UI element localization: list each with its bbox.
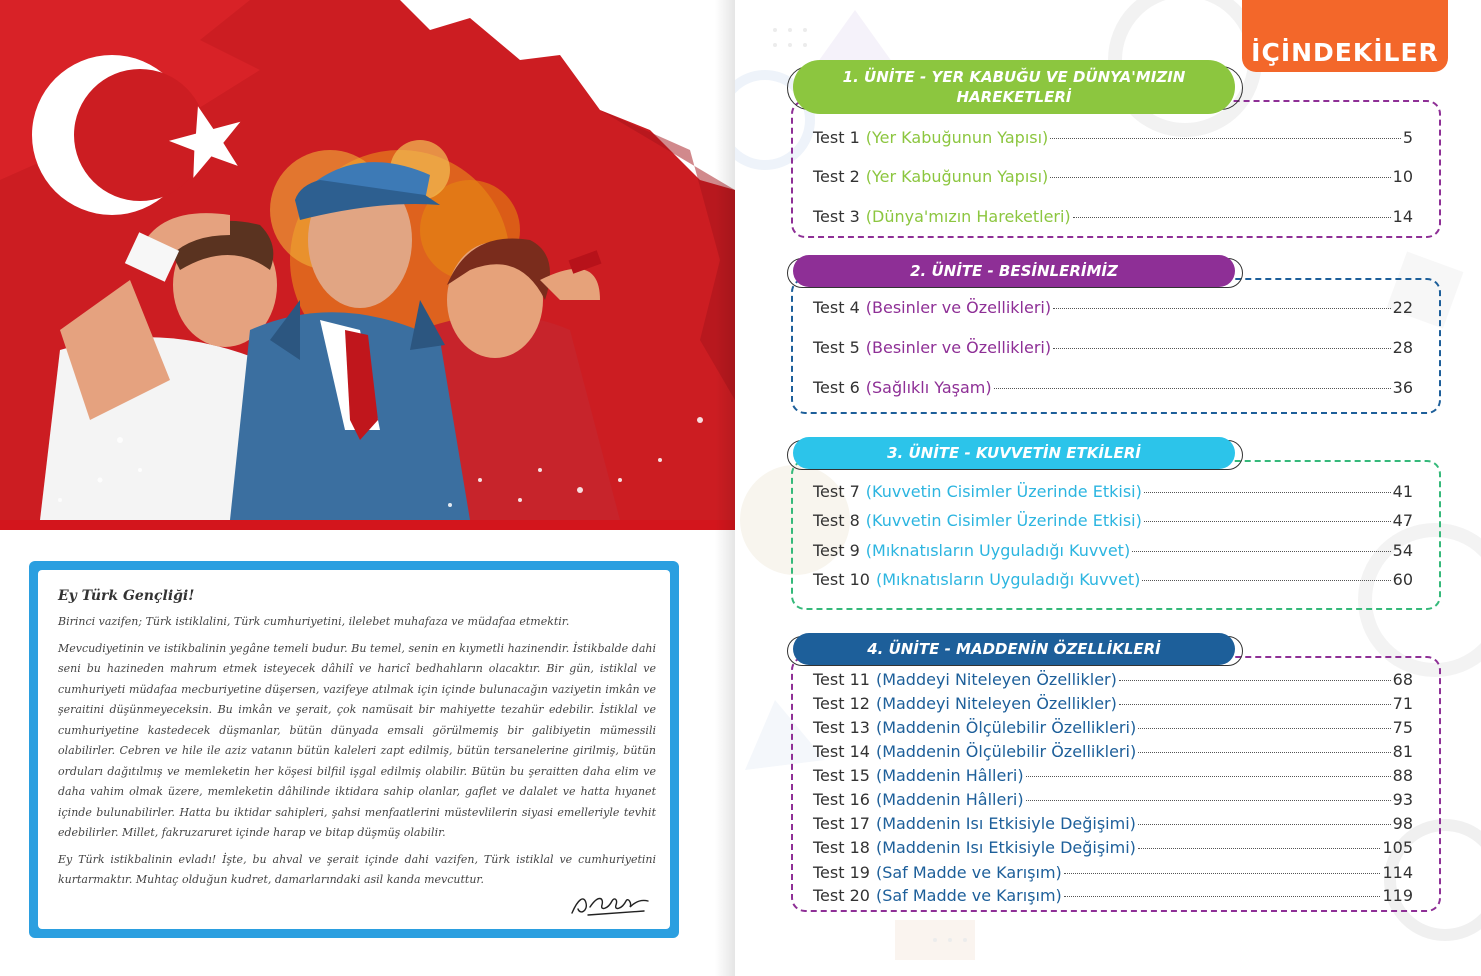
unit-3-banner [793,437,1235,469]
toc-entry[interactable]: Test 1 (Yer Kabuğunun Yapısı) 5 [813,128,1413,147]
speech-paragraph: Birinci vazifen; Türk istiklalini, Türk cumhuriyetini, ilelebet muhafaza ve müdafaa etmektir. [58,615,570,628]
toc-entry[interactable]: Test 12 (Maddeyi Niteleyen Özellikler) 71 [813,694,1413,713]
toc-entry[interactable]: Test 20 (Saf Madde ve Karışım) 119 [813,886,1413,905]
toc-entry[interactable]: Test 18 (Maddenin Isı Etkisiyle Değişimi) 105 [813,838,1413,857]
toc-entry[interactable]: Test 13 (Maddenin Ölçülebilir Özellikleri) 75 [813,718,1413,737]
toc-entry[interactable]: Test 8 (Kuvvetin Cisimler Üzerinde Etkisi) 47 [813,511,1413,530]
toc-entry[interactable]: Test 19 (Saf Madde ve Karışım) 114 [813,863,1413,882]
unit-1-banner [793,60,1235,114]
toc-entry[interactable]: Test 7 (Kuvvetin Cisimler Üzerinde Etkisi) 41 [813,482,1413,501]
speech-title: Ey Türk Gençliği! [58,588,195,604]
speech-paragraph: Ey Türk istikbalinin evladı! İşte, bu ahval ve şerait içinde dahi vazifen, Türk istiklal ve cumhuriyetini kurtarmaktır. Muhtaç olduğun kudret, damarlarındaki asil kanda mevcuttur. [58,852,656,886]
unit-1-title-line2: HAREKETLERİ [956,88,1072,106]
unit-3-title: 3. ÜNİTE - KUVVETİN ETKİLERİ [887,444,1141,462]
toc-entry[interactable]: Test 11 (Maddeyi Niteleyen Özellikler) 68 [813,670,1413,689]
unit-4-banner [793,633,1235,665]
toc-entry[interactable]: Test 10 (Mıknatısların Uyguladığı Kuvvet) 60 [813,570,1413,589]
ataturk-signature-icon [568,889,652,919]
toc-entry[interactable]: Test 14 (Maddenin Ölçülebilir Özellikleri) 81 [813,742,1413,761]
toc-entry[interactable]: Test 2 (Yer Kabuğunun Yapısı) 10 [813,167,1413,186]
toc-entry[interactable]: Test 5 (Besinler ve Özellikleri) 28 [813,338,1413,357]
speech-content [38,570,670,929]
unit-1-title-line1: 1. ÜNİTE - YER KABUĞU VE DÜNYA'MIZIN [842,68,1186,86]
speech-frame [29,561,679,938]
right-page [735,0,1481,976]
left-page [0,0,735,976]
unit-2-banner [793,255,1235,287]
toc-entry[interactable]: Test 3 (Dünya'mızın Hareketleri) 14 [813,207,1413,226]
toc-title: İÇİNDEKİLER [1251,38,1439,67]
toc-entry[interactable]: Test 16 (Maddenin Hâlleri) 93 [813,790,1413,809]
toc-entry[interactable]: Test 9 (Mıknatısların Uyguladığı Kuvvet) 54 [813,541,1413,560]
unit-4-title: 4. ÜNİTE - MADDENİN ÖZELLİKLERİ [867,640,1161,658]
toc-entry[interactable]: Test 15 (Maddenin Hâlleri) 88 [813,766,1413,785]
patriotic-illustration [0,0,735,530]
unit-2-title: 2. ÜNİTE - BESİNLERİMİZ [910,262,1118,280]
toc-entry[interactable]: Test 6 (Sağlıklı Yaşam) 36 [813,378,1413,397]
toc-header [1242,0,1448,72]
speech-paragraph: Mevcudiyetinin ve istikbalinin yegâne temeli budur. Bu temel, senin en kıymetli hazinendir. İstikbalde dahi seni bu hazineden mahrum etmek isteyecek dâhilî ve haricî bedhahların olacaktır. Bir gün, istiklal ve cumhuriyeti müdafaa mecburiyetine düşersen, vazifeye atılmak için içinde bulunacağın vaziyetin imkân ve şeraitini düşünmeyeceksin. Bu imkân ve şerait, çok namüsait bir mahiyette tezahür edebilir. İstiklal ve cumhuriyetine kastedecek düşmanlar, bütün dünyada emsali görülmemiş bir galibiyetin mümessili olabilirler. Cebren ve hile ile aziz vatanın bütün kaleleri zapt edilmiş, bütün tersanelerine girilmiş, bütün orduları dağıtılmış ve memleketin her köşesi bilfiil işgal edilmiş olabilir. Bütün bu şeraitten daha elim ve daha vahim olmak üzere, memleketin dâhilinde iktidara sahip olanlar, gaflet ve dalalet ve hatta hıyanet içinde bulunabilirler. Hatta bu iktidar sahipleri, şahsi menfaatlerini müstevlilerin siyasi emelleriyle tevhit edebilirler. Millet, fakruzaruret içinde harap ve bitap düşmüş olabilir. [58,641,656,839]
toc-entry[interactable]: Test 4 (Besinler ve Özellikleri) 22 [813,298,1413,317]
toc-entry[interactable]: Test 17 (Maddenin Isı Etkisiyle Değişimi) 98 [813,814,1413,833]
